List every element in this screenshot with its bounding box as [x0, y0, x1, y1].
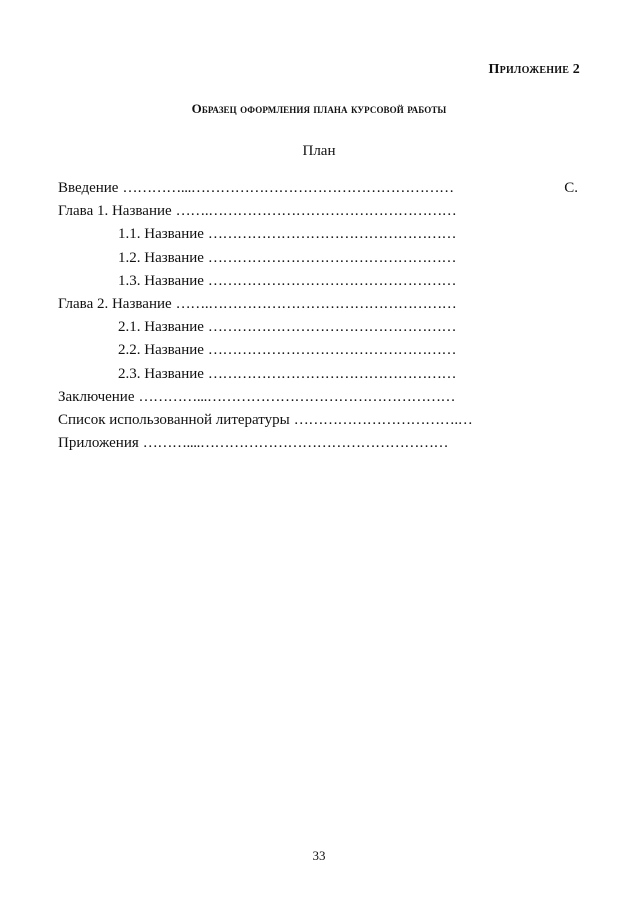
document-title: Образец оформления плана курсовой работы: [191, 101, 447, 116]
toc-item-label: 2.1. Название: [118, 319, 204, 336]
toc-dot-leader: …………...………………………………………………: [122, 180, 454, 196]
toc-dot-leader: ……………………………………………: [207, 319, 457, 336]
toc-item-label: Глава 2. Название: [58, 295, 172, 312]
toc-dot-leader: ……………………………………………: [207, 365, 457, 382]
toc-page-ref: С.: [564, 180, 578, 196]
toc-dot-leader: ……………………………………………: [207, 226, 457, 243]
toc-item-label: 1.3. Название: [118, 272, 204, 289]
toc-item-label: Введение: [58, 180, 119, 196]
toc-item-section-2-2: [58, 342, 578, 365]
toc-item-label: 2.2. Название: [118, 342, 204, 359]
toc-item-label: Глава 1. Название: [58, 203, 172, 220]
toc-item-section-2-3: [58, 366, 578, 389]
toc-dot-leader: …………...……………………………………………: [138, 388, 456, 405]
table-of-contents: [58, 180, 578, 458]
toc-item-label: Список использованной литературы: [58, 411, 290, 428]
toc-item-section-1-1: [58, 226, 578, 249]
toc-item-label: 2.3. Название: [118, 365, 204, 382]
toc-item-label: Заключение: [58, 388, 135, 405]
toc-item-chapter-1: [58, 203, 578, 226]
toc-dot-leader: ……………………………………………: [207, 249, 457, 266]
appendix-label: Приложение 2: [488, 62, 580, 77]
toc-item-conclusion: [58, 389, 578, 412]
toc-item-section-1-2: [58, 250, 578, 273]
toc-dot-leader: ……………………………………………: [207, 272, 457, 289]
toc-dot-leader: …….……………………………………………: [175, 295, 457, 312]
toc-item-appendices: [58, 435, 578, 458]
toc-dot-leader: ……………………………………………: [207, 342, 457, 359]
toc-dot-leader: …………………………….…: [293, 411, 473, 428]
toc-item-chapter-2: [58, 296, 578, 319]
plan-heading: План: [302, 143, 336, 159]
toc-dot-leader: ………....……………………………………………: [142, 435, 449, 452]
toc-item-label: 1.2. Название: [118, 249, 204, 266]
toc-item-label: Приложения: [58, 435, 139, 452]
toc-item-label: 1.1. Название: [118, 226, 204, 243]
page-number: 33: [312, 848, 326, 863]
toc-dot-leader: …….……………………………………………: [175, 203, 457, 220]
toc-item-introduction: [58, 180, 578, 203]
toc-item-section-2-1: [58, 319, 578, 342]
toc-item-references: [58, 412, 578, 435]
toc-item-section-1-3: [58, 273, 578, 296]
